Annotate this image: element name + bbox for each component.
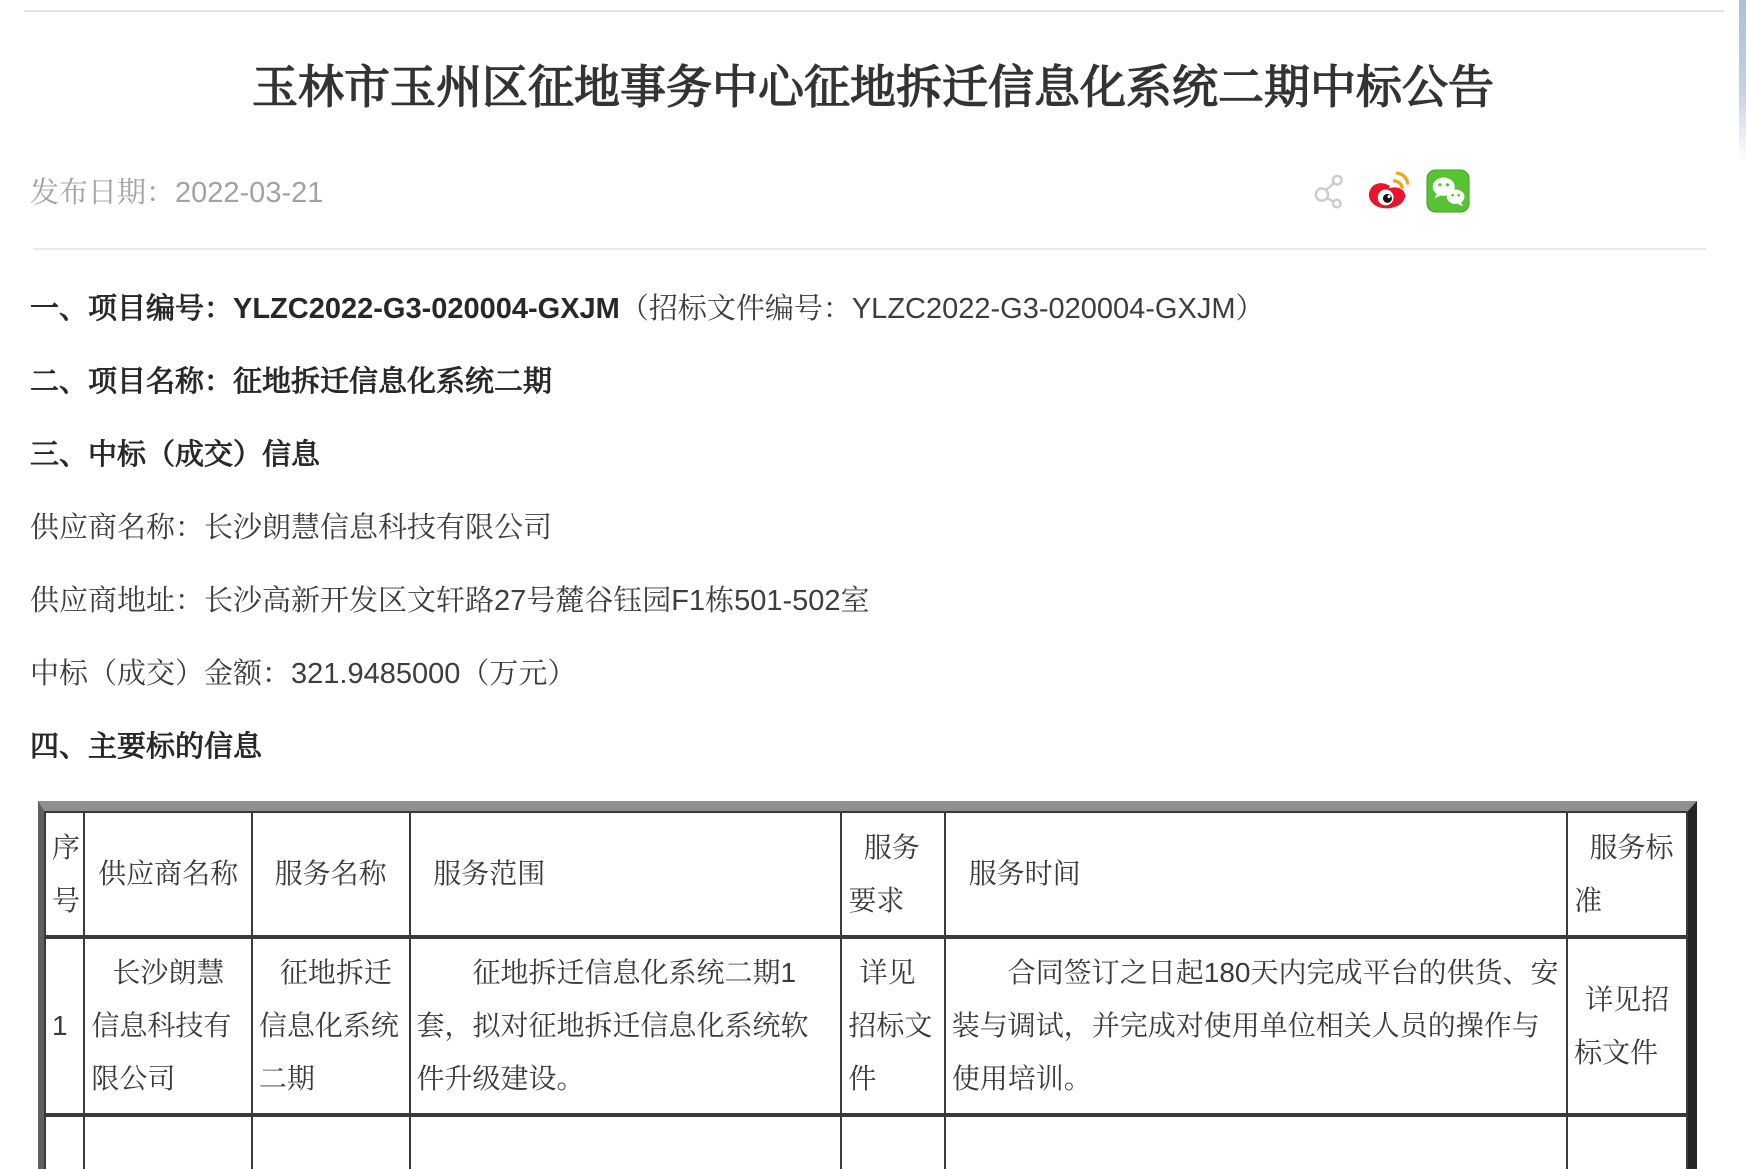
- empty-cell: [45, 1115, 84, 1169]
- publish-date: [30, 170, 1312, 211]
- cell-service-name: 征地拆迁信息化系统二期: [252, 937, 410, 1115]
- cell-seq: 1: [45, 937, 84, 1115]
- top-divider: [24, 10, 1724, 12]
- empty-cell: [84, 1115, 251, 1169]
- header-cell-service-name: 服务名称: [252, 812, 410, 937]
- project-number-text: 一、项目编号：YLZC2022-G3-020004-GXJM: [30, 292, 620, 325]
- publish-date-value: 2022-03-21: [175, 177, 324, 210]
- header-cell-supplier: 供应商名称: [84, 812, 251, 937]
- header-divider: [33, 248, 1706, 250]
- section-project-name: 二、项目名称：征地拆迁信息化系统二期: [30, 365, 553, 398]
- table-row: [45, 937, 1687, 1115]
- table-row-empty: [45, 1115, 1687, 1169]
- main-subject-table-wrapper: [38, 801, 1697, 1169]
- cell-service-req: 详见招标文件: [841, 937, 944, 1115]
- cell-service-scope: 征地拆迁信息化系统二期1套，拟对征地拆迁信息化系统软件升级建设。: [410, 937, 842, 1115]
- header-cell-service-scope: 服务范围: [410, 812, 842, 937]
- weibo-icon[interactable]: [1364, 168, 1410, 214]
- publish-date-label: 发布日期：: [30, 177, 176, 210]
- wechat-icon[interactable]: [1426, 169, 1470, 213]
- main-subject-table: [44, 811, 1688, 1169]
- supplier-name-line: 供应商名称：长沙朗慧信息科技有限公司: [30, 511, 553, 544]
- share-nodes-icon[interactable]: [1312, 173, 1348, 209]
- empty-cell: [252, 1115, 410, 1169]
- empty-cell: [410, 1115, 842, 1169]
- meta-row: [30, 168, 1470, 214]
- section-award-info-heading: 三、中标（成交）信息: [30, 438, 321, 471]
- empty-cell: [841, 1115, 944, 1169]
- cell-service-time: 合同签订之日起180天内完成平台的供货、安装与调试，并完成对使用单位相关人员的操作与使用培训。: [945, 937, 1567, 1115]
- supplier-address-line: 供应商地址：长沙高新开发区文轩路27号麓谷钰园F1栋501-502室: [30, 584, 870, 617]
- award-amount-line: 中标（成交）金额：321.9485000（万元）: [30, 657, 577, 690]
- section-project-number: [30, 290, 1716, 328]
- header-cell-service-time: 服务时间: [945, 812, 1567, 937]
- section-main-subject-heading: 四、主要标的信息: [30, 730, 263, 763]
- tender-doc-number-note: （招标文件编号：YLZC2022-G3-020004-GXJM）: [619, 292, 1265, 325]
- scrollbar-thumb[interactable]: [1739, 0, 1746, 162]
- empty-cell: [1567, 1115, 1687, 1169]
- header-cell-service-std: 服务标准: [1567, 812, 1687, 937]
- cell-service-std: 详见招标文件: [1567, 937, 1687, 1115]
- share-icon-group: [1312, 168, 1470, 214]
- empty-cell: [945, 1115, 1567, 1169]
- cell-supplier: 长沙朗慧信息科技有限公司: [84, 937, 251, 1115]
- table-header-row: [45, 812, 1687, 937]
- page-title: 玉林市玉州区征地事务中心征地拆迁信息化系统二期中标公告: [252, 61, 1494, 113]
- header-cell-service-req: 服务要求: [841, 812, 944, 937]
- announcement-body: [30, 290, 1716, 766]
- header-cell-seq: 序号: [45, 812, 84, 937]
